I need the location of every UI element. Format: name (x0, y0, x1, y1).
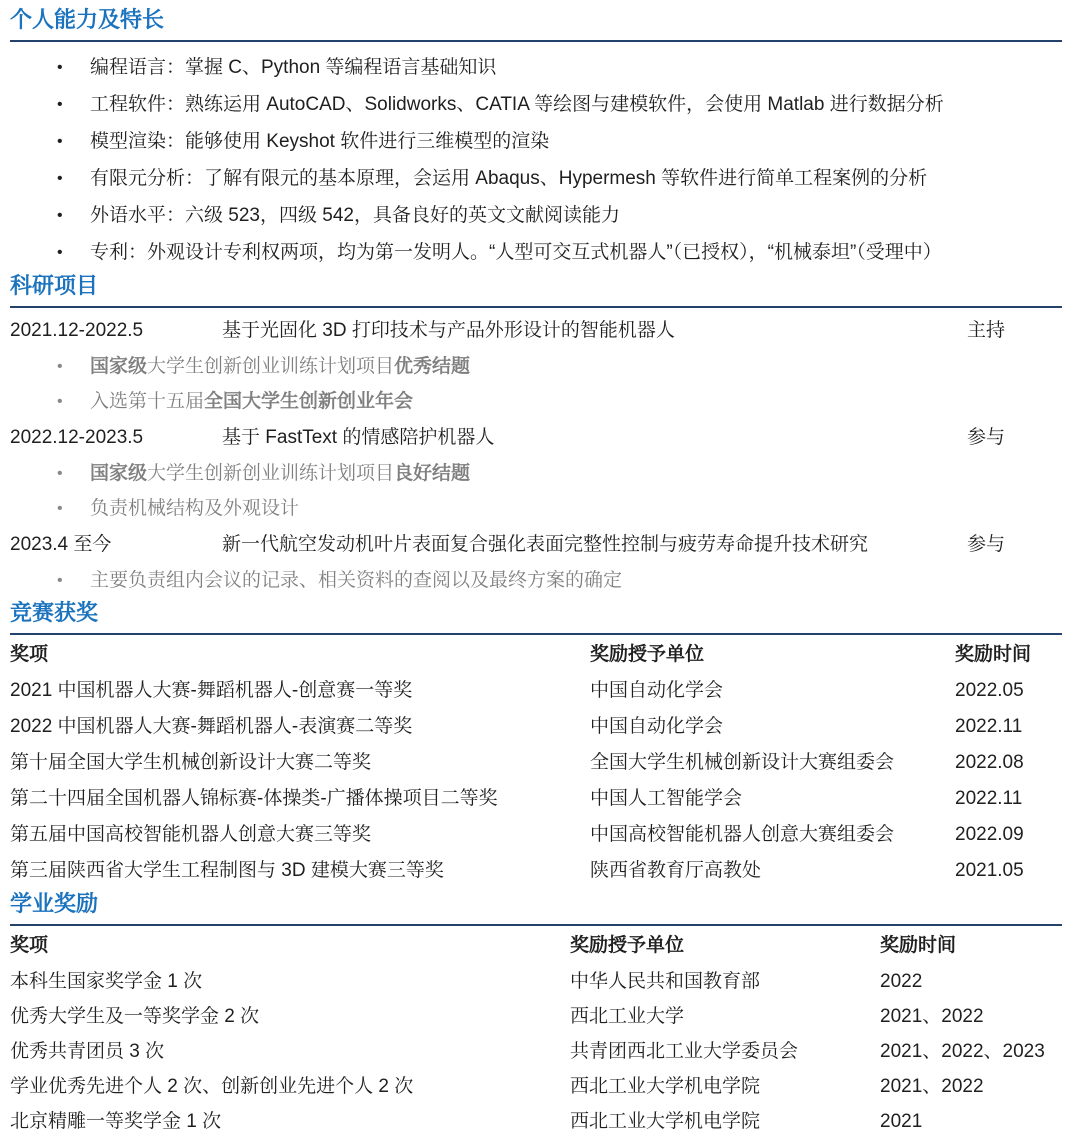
table-row (10, 1069, 1062, 1104)
detail-bold: 国家级 (90, 463, 148, 484)
project-date: 2022.12-2023.5 (10, 427, 144, 448)
cell-org: 西北工业大学 (570, 1006, 685, 1027)
project-detail (10, 349, 1062, 384)
cell-org: 西北工业大学机电学院 (570, 1076, 761, 1097)
table-row (10, 999, 1062, 1034)
cell-award: 本科生国家奖学金 1 次 (10, 971, 203, 992)
project-detail (10, 491, 1062, 526)
cell-org: 陕西省教育厅高教处 (590, 860, 762, 881)
cell-time: 2021、2022 (880, 1006, 984, 1027)
bullet-icon: • (57, 170, 63, 188)
detail-text: 大学生创新创业训练计划项目 (147, 463, 395, 484)
table-row (10, 781, 1062, 817)
research-section-title: 科研项目 (10, 273, 99, 298)
skill-item (10, 123, 1062, 160)
table-row (10, 745, 1062, 781)
col-header-org: 奖励授予单位 (570, 935, 685, 956)
project-row (10, 526, 1062, 563)
col-header-award: 奖项 (10, 644, 49, 665)
col-header-time: 奖励时间 (880, 935, 957, 956)
project-role: 参与 (967, 427, 1006, 448)
section-competitions (10, 598, 1062, 889)
project-role: 参与 (967, 534, 1006, 555)
academic-table (10, 928, 1062, 1139)
bullet-icon: • (57, 500, 63, 518)
bullet-icon: • (57, 96, 63, 114)
cell-award: 学业优秀先进个人 2 次、创新创业先进个人 2 次 (10, 1076, 414, 1097)
cell-time: 2022 (880, 971, 923, 992)
bullet-icon: • (57, 358, 63, 376)
table-row (10, 1104, 1062, 1139)
project-row (10, 312, 1062, 349)
project-role: 主持 (967, 320, 1006, 341)
detail-text: 主要负责组内会议的记录、相关资料的查阅以及最终方案的确定 (90, 570, 623, 591)
section-underline (10, 40, 1062, 42)
bullet-icon: • (57, 59, 63, 77)
skill-text: 有限元分析：了解有限元的基本原理，会运用 Abaqus、Hypermesh 等软件进行简单工程案例的分析 (90, 168, 928, 189)
col-header-time: 奖励时间 (955, 644, 1032, 665)
academic-section-title: 学业奖励 (10, 891, 99, 916)
project-title: 新一代航空发动机叶片表面复合强化表面完整性控制与疲劳寿命提升技术研究 (222, 534, 869, 555)
project-title: 基于光固化 3D 打印技术与产品外形设计的智能机器人 (222, 320, 675, 341)
bullet-icon: • (57, 572, 63, 590)
cell-time: 2021、2022、2023 (880, 1041, 1045, 1062)
cell-time: 2022.11 (955, 788, 1023, 809)
detail-text: 负责机械结构及外观设计 (90, 498, 300, 519)
cell-org: 中国高校智能机器人创意大赛组委会 (590, 824, 895, 845)
bullet-icon: • (57, 133, 63, 151)
cell-award: 第五届中国高校智能机器人创意大赛三等奖 (10, 824, 372, 845)
table-row (10, 709, 1062, 745)
skill-item (10, 160, 1062, 197)
skill-text: 模型渲染：能够使用 Keyshot 软件进行三维模型的渲染 (90, 131, 550, 152)
project-detail-list (10, 456, 1062, 526)
bullet-icon: • (57, 393, 63, 411)
cell-award: 2021 中国机器人大赛-舞蹈机器人-创意赛一等奖 (10, 680, 413, 701)
table-row (10, 673, 1062, 709)
project-detail (10, 456, 1062, 491)
section-academic (10, 889, 1062, 1139)
project-detail (10, 384, 1062, 419)
cell-award: 第三届陕西省大学生工程制图与 3D 建模大赛三等奖 (10, 860, 444, 881)
skill-text: 编程语言：掌握 C、Python 等编程语言基础知识 (90, 57, 497, 78)
bullet-icon: • (57, 244, 63, 262)
skill-item (10, 234, 1062, 271)
cell-time: 2022.11 (955, 716, 1023, 737)
table-row (10, 853, 1062, 889)
cell-time: 2021、2022 (880, 1076, 984, 1097)
table-header-row (10, 928, 1062, 964)
project-detail-list (10, 563, 1062, 598)
section-skills (10, 5, 1062, 271)
cell-award: 优秀大学生及一等奖学金 2 次 (10, 1006, 260, 1027)
section-research (10, 271, 1062, 598)
project-date: 2021.12-2022.5 (10, 320, 144, 341)
skills-section-title: 个人能力及特长 (10, 7, 165, 32)
col-header-award: 奖项 (10, 935, 49, 956)
bullet-icon: • (57, 207, 63, 225)
detail-text: 大学生创新创业训练计划项目 (147, 356, 395, 377)
detail-bold: 良好结题 (394, 463, 471, 484)
detail-bold: 国家级 (90, 356, 148, 377)
cell-award: 优秀共青团员 3 次 (10, 1041, 165, 1062)
project-detail-list (10, 349, 1062, 419)
cell-time: 2022.09 (955, 824, 1024, 845)
cell-org: 中华人民共和国教育部 (570, 971, 761, 992)
cell-time: 2022.08 (955, 752, 1024, 773)
cell-award: 北京精雕一等奖学金 1 次 (10, 1111, 222, 1132)
detail-text: 入选第十五届 (90, 391, 205, 412)
skills-list (10, 49, 1062, 271)
detail-bold: 全国大学生创新创业年会 (204, 391, 414, 412)
cell-award: 2022 中国机器人大赛-舞蹈机器人-表演赛二等奖 (10, 716, 413, 737)
col-header-org: 奖励授予单位 (590, 644, 705, 665)
skill-item (10, 49, 1062, 86)
cell-org: 中国人工智能学会 (590, 788, 743, 809)
cell-award: 第二十四届全国机器人锦标赛-体操类-广播体操项目二等奖 (10, 788, 498, 809)
project-detail (10, 563, 1062, 598)
skill-item (10, 86, 1062, 123)
section-underline (10, 924, 1062, 926)
cell-time: 2021.05 (955, 860, 1024, 881)
section-underline (10, 306, 1062, 308)
table-row (10, 1034, 1062, 1069)
cell-time: 2021 (880, 1111, 923, 1132)
cell-org: 西北工业大学机电学院 (570, 1111, 761, 1132)
cell-org: 中国自动化学会 (590, 680, 724, 701)
cell-org: 全国大学生机械创新设计大赛组委会 (590, 752, 895, 773)
project-title: 基于 FastText 的情感陪护机器人 (222, 427, 495, 448)
skill-text: 专利：外观设计专利权两项，均为第一发明人。“人型可交互式机器人”（已授权），“机械泰坦”（受理中） (90, 242, 942, 263)
table-row (10, 964, 1062, 999)
table-row (10, 817, 1062, 853)
bullet-icon: • (57, 465, 63, 483)
project-row (10, 419, 1062, 456)
cell-award: 第十届全国大学生机械创新设计大赛二等奖 (10, 752, 372, 773)
section-underline (10, 633, 1062, 635)
competitions-section-title: 竞赛获奖 (10, 600, 99, 625)
project-list (10, 312, 1062, 598)
cell-time: 2022.05 (955, 680, 1024, 701)
project-date: 2023.4 至今 (10, 534, 112, 555)
competitions-table (10, 637, 1062, 889)
detail-bold: 优秀结题 (394, 356, 471, 377)
skill-text: 工程软件：熟练运用 AutoCAD、Solidworks、CATIA 等绘图与建模软件，会使用 Matlab 进行数据分析 (90, 94, 944, 115)
cell-org: 共青团西北工业大学委员会 (570, 1041, 799, 1062)
skill-item (10, 197, 1062, 234)
cell-org: 中国自动化学会 (590, 716, 724, 737)
table-header-row (10, 637, 1062, 673)
skill-text: 外语水平：六级 523，四级 542，具备良好的英文文献阅读能力 (90, 205, 620, 226)
